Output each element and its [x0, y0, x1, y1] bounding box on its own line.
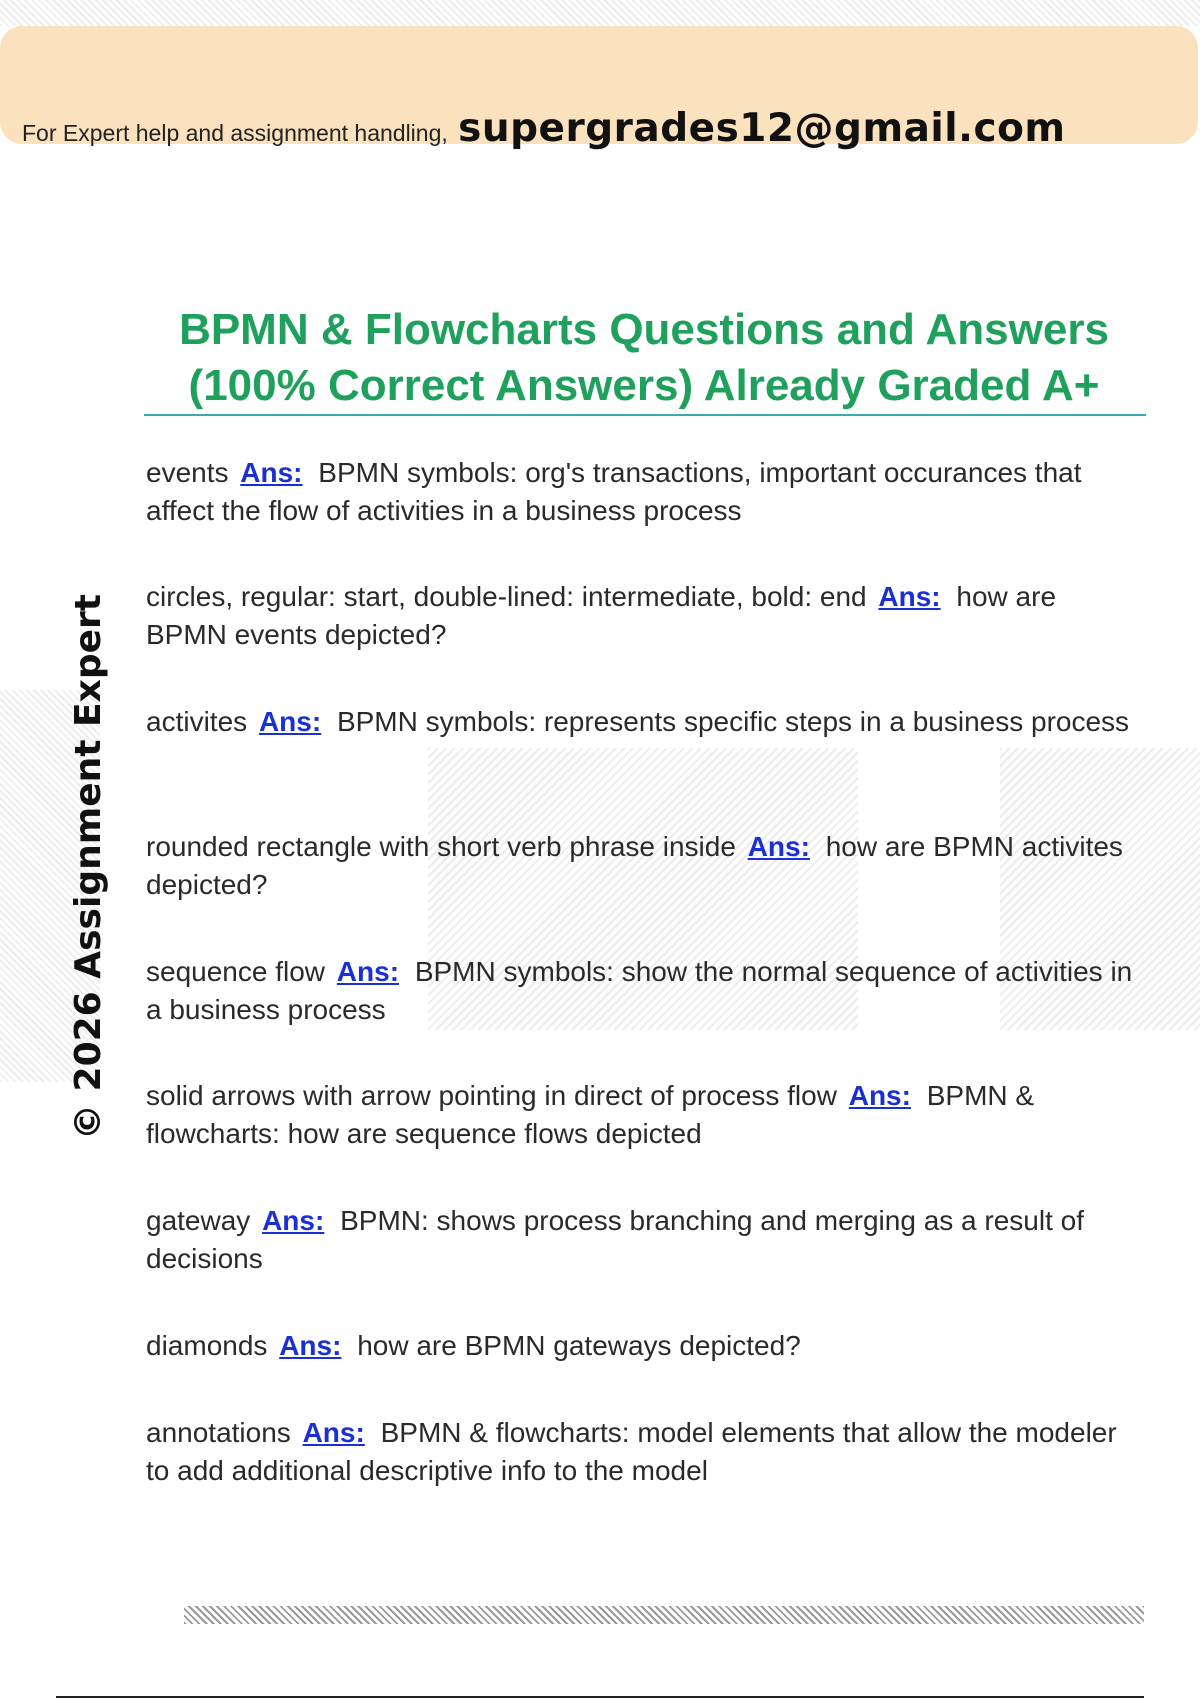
qa-item	[146, 953, 1144, 1029]
title-line-1: BPMN & Flowcharts Questions and Answers	[179, 305, 1109, 354]
qa-item	[146, 828, 1144, 904]
qa-item	[146, 454, 1144, 530]
qa-answer: BPMN symbols: org's transactions, important occurances that affect the flow of activities in a business process	[146, 457, 1082, 526]
qa-item	[146, 1414, 1144, 1490]
qa-term: solid arrows with arrow pointing in direct of process flow	[146, 1080, 837, 1111]
ans-label: Ans:	[240, 457, 303, 488]
qa-term: events	[146, 457, 229, 488]
qa-item	[146, 703, 1144, 741]
ans-label: Ans:	[279, 1330, 342, 1361]
top-pattern-strip	[0, 0, 1200, 26]
qa-term: activites	[146, 706, 248, 737]
qa-item	[146, 1202, 1144, 1278]
banner-text	[22, 106, 1066, 151]
qa-term: gateway	[146, 1205, 251, 1236]
banner-email[interactable]: supergrades12@gmail.com	[458, 106, 1066, 151]
bottom-rule	[56, 1696, 1144, 1698]
qa-answer: how are BPMN gateways depicted?	[357, 1330, 801, 1361]
qa-answer: BPMN: shows process branching and merging as a result of decisions	[146, 1205, 1085, 1274]
qa-answer: how are BPMN events depicted?	[146, 581, 1057, 650]
ans-label: Ans:	[336, 956, 400, 987]
qa-term: diamonds	[146, 1330, 268, 1361]
bottom-pattern-bar	[184, 1606, 1144, 1624]
qa-term: sequence flow	[146, 956, 326, 987]
ans-label: Ans:	[747, 831, 810, 862]
qa-answer: BPMN & flowcharts: how are sequence flows depicted	[146, 1080, 1035, 1149]
contact-banner	[0, 26, 1198, 151]
ans-label: Ans:	[878, 581, 941, 612]
qa-item	[146, 1077, 1144, 1153]
ans-label: Ans:	[258, 706, 322, 737]
qa-term: circles, regular: start, double-lined: intermediate, bold: end	[146, 581, 867, 612]
qa-answer: BPMN symbols: show the normal sequence of activities in a business process	[146, 956, 1133, 1025]
qa-item	[146, 578, 1144, 654]
qa-term: rounded rectangle with short verb phrase inside	[146, 831, 736, 862]
qa-term: annotations	[146, 1417, 291, 1448]
ans-label: Ans:	[302, 1417, 365, 1448]
qa-answer: how are BPMN activites depicted?	[146, 831, 1123, 900]
side-copyright-watermark: © 2026 Assignment Expert	[68, 594, 109, 1140]
ans-label: Ans:	[848, 1080, 911, 1111]
ans-label: Ans:	[262, 1205, 325, 1236]
banner-prefix: For Expert help and assignment handling,	[22, 120, 448, 146]
qa-answer: BPMN & flowcharts: model elements that allow the modeler to add additional descriptive info to the model	[146, 1417, 1117, 1486]
title-line-2: (100% Correct Answers) Already Graded A+	[188, 361, 1100, 410]
qa-answer: BPMN symbols: represents specific steps in a business process	[336, 706, 1130, 737]
qa-item	[146, 1327, 1144, 1365]
document-title	[144, 302, 1144, 414]
title-underline	[144, 414, 1146, 416]
